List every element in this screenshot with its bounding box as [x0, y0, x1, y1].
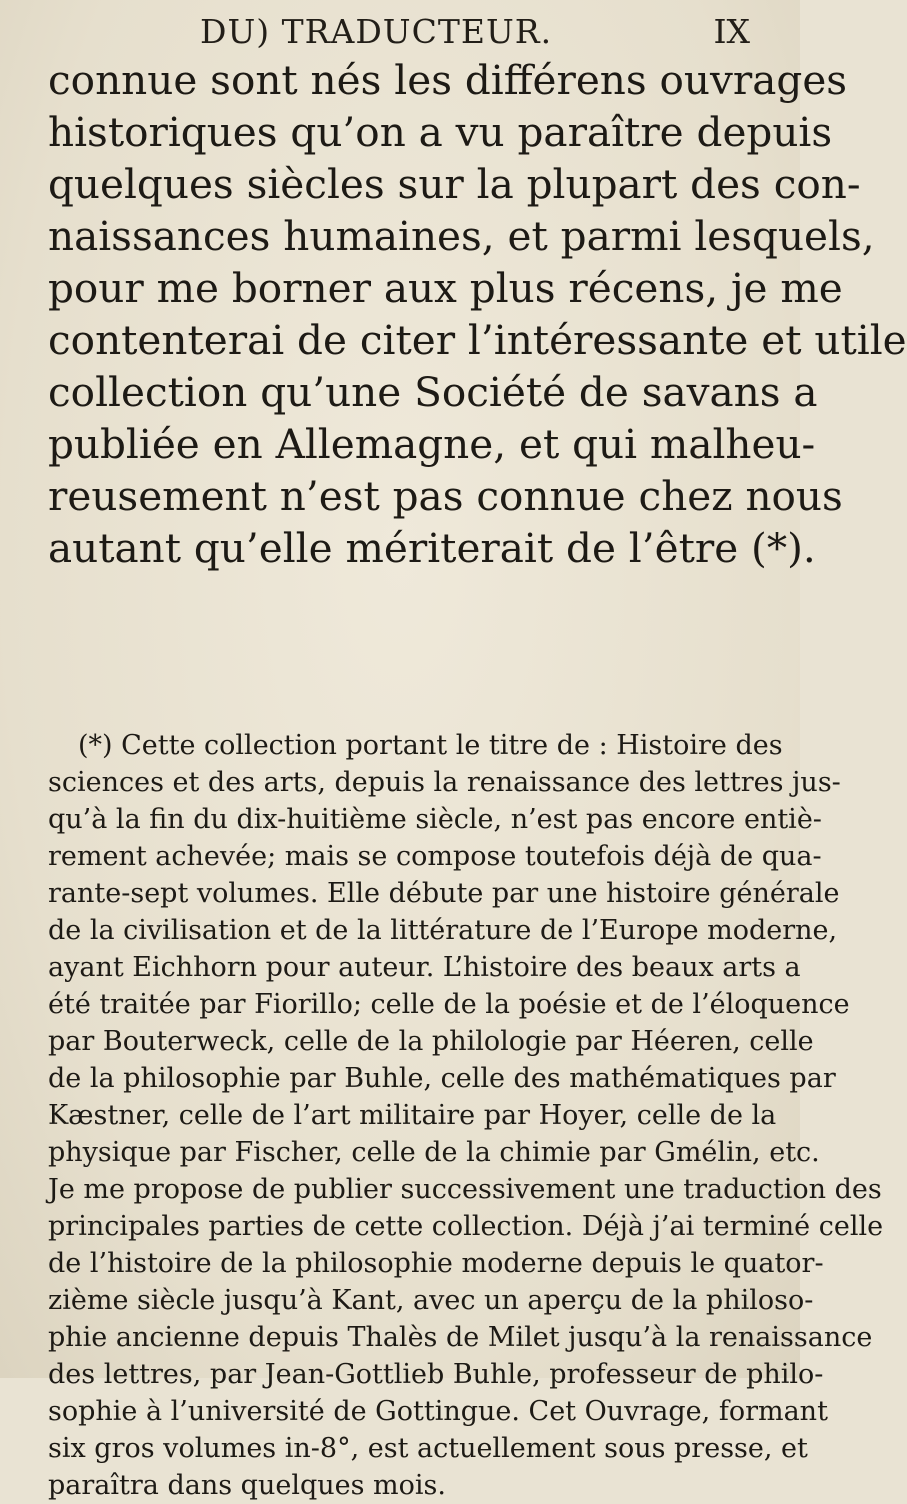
- text-line: connue sont nés les différens ouvrages: [48, 56, 848, 104]
- footnote-line: principales parties de cette collection. Déjà j’ai terminé celle: [48, 1211, 884, 1242]
- footnote-line: phie ancienne depuis Thalès de Milet jusqu’à la renaissance: [48, 1322, 873, 1353]
- footnote-line: Kæstner, celle de l’art militaire par Hoyer, celle de la: [48, 1100, 777, 1131]
- footnote: [48, 727, 884, 1504]
- footnote-line: par Bouterweck, celle de la philologie par Héeren, celle: [48, 1026, 814, 1057]
- footnote-line: été traitée par Fiorillo; celle de la poésie et de l’éloquence: [48, 989, 850, 1020]
- main-paragraph: [48, 54, 907, 574]
- text-line: reusement n’est pas connue chez nous: [48, 472, 843, 520]
- footnote-line: qu’à la fin du dix-huitième siècle, n’est pas encore entiè-: [48, 804, 822, 835]
- footnote-line: de la civilisation et de la littérature de l’Europe moderne,: [48, 915, 838, 946]
- text-line: naissances humaines, et parmi lesquels,: [48, 212, 875, 260]
- running-title: DU) TRADUCTEUR.: [200, 12, 553, 51]
- text-line: quelques siècles sur la plupart des con-: [48, 160, 861, 208]
- footnote-line: ayant Eichhorn pour auteur. L’histoire des beaux arts a: [48, 952, 801, 983]
- text-line: collection qu’une Société de savans a: [48, 368, 818, 416]
- text-line: contenterai de citer l’intéressante et utile: [48, 316, 907, 364]
- page-number: IX: [713, 12, 750, 51]
- footnote-line: physique par Fischer, celle de la chimie par Gmélin, etc.: [48, 1137, 820, 1168]
- text-line: autant qu’elle mériterait de l’être (*).: [48, 524, 816, 572]
- footnote-line: Je me propose de publier successivement une traduction des: [48, 1174, 882, 1205]
- text-line: historiques qu’on a vu paraître depuis: [48, 108, 833, 156]
- footnote-line: zième siècle jusqu’à Kant, avec un aperçu de la philoso-: [48, 1285, 814, 1316]
- footnote-line: des lettres, par Jean-Gottlieb Buhle, professeur de philo-: [48, 1359, 824, 1390]
- text-line: pour me borner aux plus récens, je me: [48, 264, 843, 312]
- footnote-line: rement achevée; mais se compose toutefois déjà de qua-: [48, 841, 822, 872]
- footnote-line: (*) Cette collection portant le titre de : Histoire des: [78, 730, 783, 761]
- footnote-line: de l’histoire de la philosophie moderne depuis le quator-: [48, 1248, 824, 1279]
- footnote-line: six gros volumes in-8°, est actuellement sous presse, et: [48, 1433, 808, 1464]
- text-line: publiée en Allemagne, et qui malheu-: [48, 420, 816, 468]
- footnote-line: sciences et des arts, depuis la renaissance des lettres jus-: [48, 767, 841, 798]
- footnote-line: de la philosophie par Buhle, celle des mathématiques par: [48, 1063, 836, 1094]
- footnote-line: sophie à l’université de Gottingue. Cet Ouvrage, formant: [48, 1396, 828, 1427]
- footnote-line: rante-sept volumes. Elle débute par une histoire générale: [48, 878, 840, 909]
- footnote-line: paraîtra dans quelques mois.: [48, 1470, 446, 1501]
